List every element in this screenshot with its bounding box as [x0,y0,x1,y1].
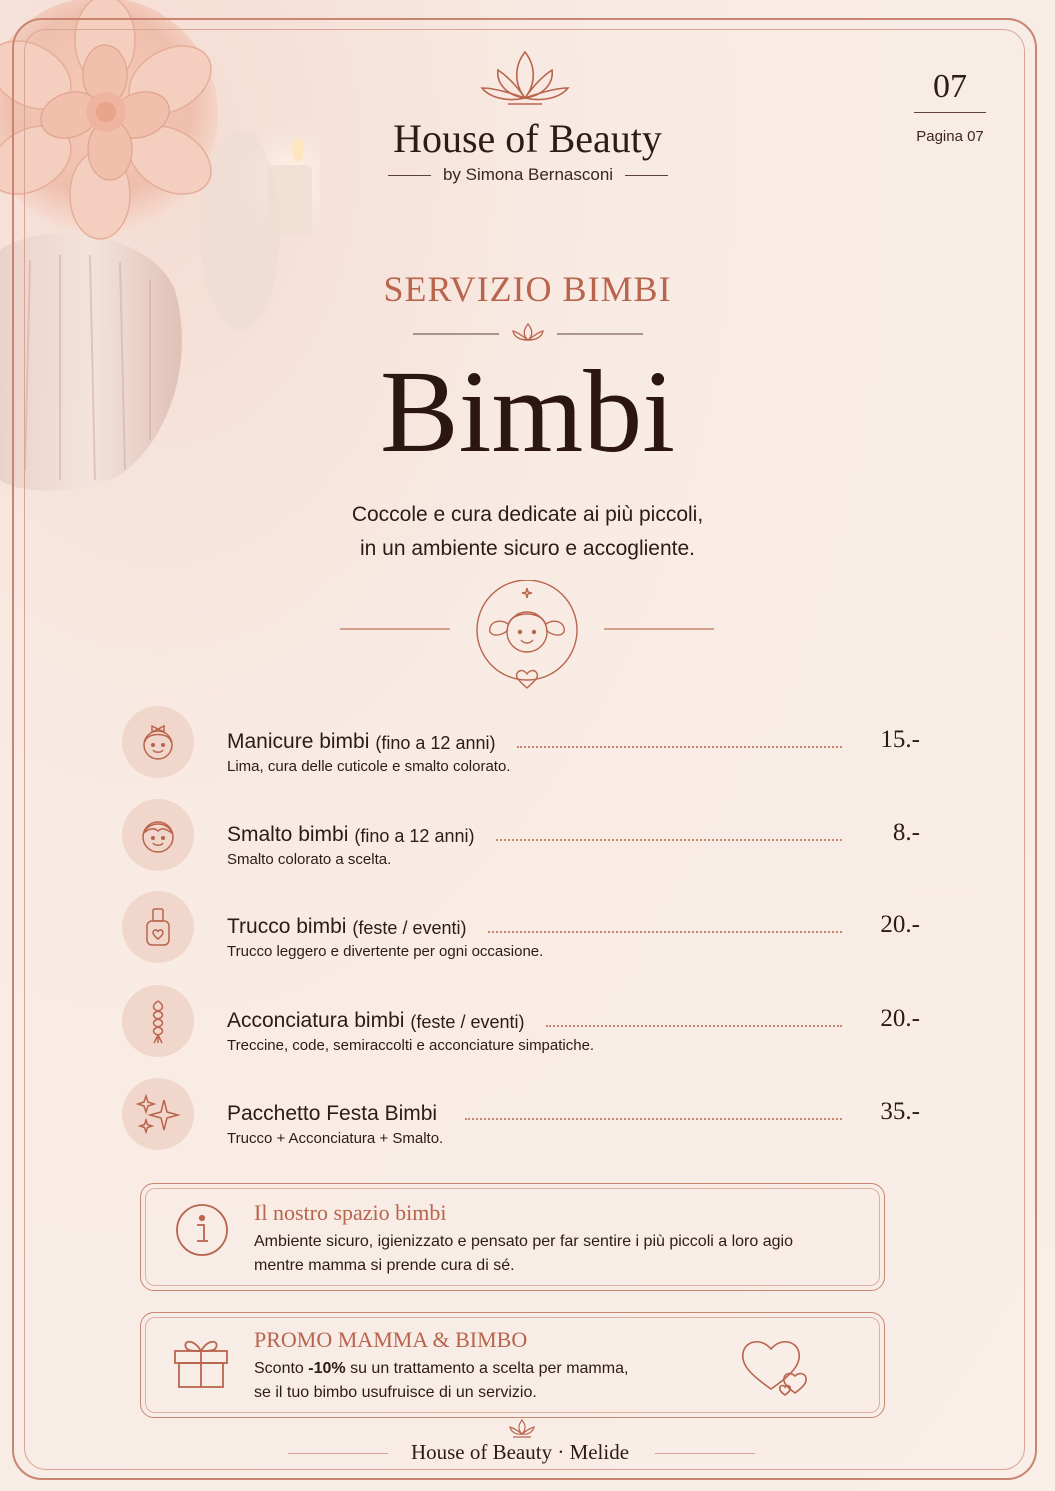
sparkles-icon [134,1090,182,1138]
footer-divider-right [655,1453,755,1454]
intro-line: Coccole e cura dedicate ai più piccoli, [351,503,704,526]
footer-divider-left [288,1453,388,1454]
service-name-row [227,909,920,939]
service-price: 15.- [880,726,920,753]
info-box-line: Ambiente sicuro, igienizzato e pensato per far sentire i più piccoli a loro agio [254,1233,793,1250]
promo-discount: -10% [308,1360,346,1377]
service-price: 8.- [892,819,920,846]
promo-box-line [254,1357,674,1381]
braid-icon [134,997,182,1045]
service-qualifier: (feste / eventi) [352,918,467,938]
service-item-smalto [120,799,930,879]
service-icon-circle [122,799,194,871]
service-price: 20.- [880,911,920,938]
service-price: 35.- [880,1098,920,1125]
service-name: Acconciatura bimbi [227,1009,405,1032]
intro-text [250,498,805,566]
service-description: Smalto colorato a scelta. [227,851,392,868]
service-name: Pacchetto Festa Bimbi [227,1102,438,1125]
promo-box-title: PROMO MAMMA & BIMBO [254,1327,528,1352]
service-icon-circle [122,891,194,963]
service-item-manicure [120,706,930,786]
boy-face-icon [134,811,182,859]
info-box-line: mentre mamma si prende cura di sé. [254,1257,515,1274]
service-icon-circle [122,706,194,778]
service-qualifier: (fino a 12 anni) [354,826,475,846]
footer-lotus-icon [505,1418,539,1438]
dot-leader [546,1025,842,1027]
service-name: Trucco bimbi [227,915,347,938]
service-name-row [227,817,920,847]
divider-line [388,175,431,176]
girl-face-icon [134,718,182,766]
service-icon-circle [122,985,194,1057]
service-description: Trucco leggero e divertente per ogni occasione. [227,943,544,960]
dot-leader [488,931,842,933]
lotus-divider-icon [413,320,643,344]
service-name: Manicure bimbi [227,730,370,753]
page-number: 07 [933,68,967,105]
gift-icon [171,1331,231,1391]
hearts-icon [739,1335,811,1397]
promo-box-line: se il tuo bimbo usufruisce di un servizio. [254,1384,537,1401]
service-name-row [227,1096,920,1126]
service-qualifier: (feste / eventi) [410,1012,525,1032]
footer-text: House of Beauty · Melide [410,1440,630,1464]
service-name-row [227,724,920,754]
service-item-trucco [120,891,930,971]
service-description: Lima, cura delle cuticole e smalto colorato. [227,758,511,775]
service-description: Trucco + Acconciatura + Smalto. [227,1130,444,1147]
service-description: Treccine, code, semiraccolti e acconciature simpatiche. [227,1037,595,1054]
lotus-logo-icon [478,48,572,108]
nail-polish-icon [134,903,182,951]
info-box-title: Il nostro spazio bimbi [254,1200,447,1225]
intro-line: in un ambiente sicuro e accogliente. [359,537,696,560]
dot-leader [517,746,842,748]
page-number-divider [914,112,986,113]
brand-title: House of Beauty [393,116,662,161]
dot-leader [465,1118,842,1120]
promo-text: su un trattamento a scelta per mamma, [345,1360,629,1377]
info-icon [174,1202,230,1258]
promo-box [140,1312,885,1418]
service-item-pacchetto [120,1078,930,1158]
service-item-acconciatura [120,985,930,1065]
service-qualifier: (fino a 12 anni) [375,733,496,753]
divider-line [625,175,668,176]
service-name: Smalto bimbi [227,823,349,846]
brand-subtitle: by Simona Bernasconi [442,165,614,184]
section-label: SERVIZIO BIMBI [383,269,672,309]
promo-text: Sconto [254,1360,309,1377]
promo-box-text [254,1357,674,1405]
info-box-text [254,1230,834,1278]
service-name-row [227,1003,920,1033]
info-box [140,1183,885,1291]
brand-subtitle-row [388,163,668,187]
dot-leader [496,839,842,841]
page-label: Pagina 07 [916,128,984,145]
child-face-emblem-icon [338,580,716,692]
main-title: Bimbi [379,346,676,477]
service-icon-circle [122,1078,194,1150]
service-price: 20.- [880,1005,920,1032]
